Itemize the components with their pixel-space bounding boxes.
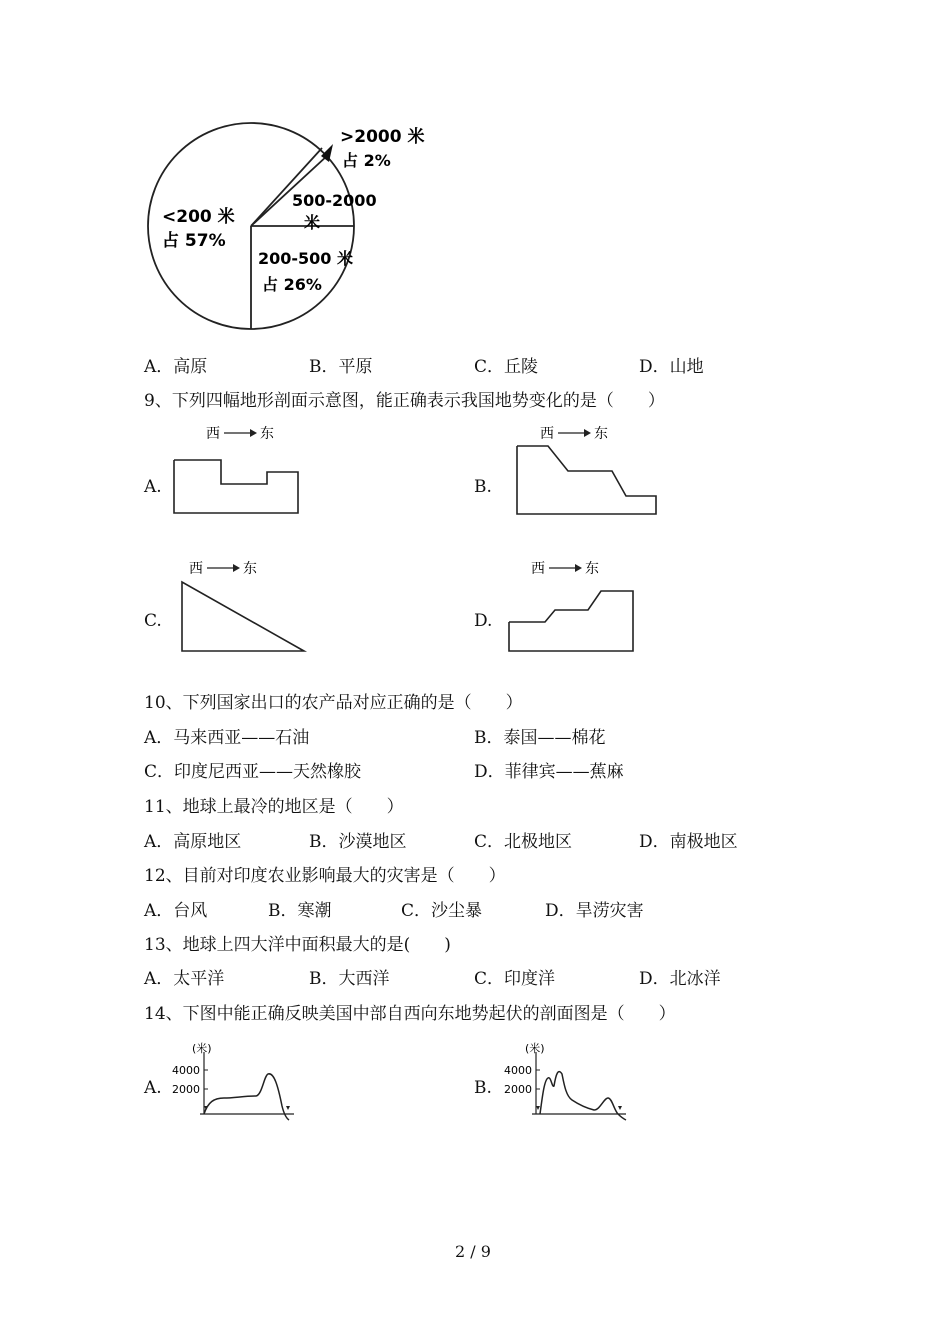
q13-option-d[interactable]: D．北冰洋 [639, 969, 721, 989]
terrain-profile [509, 591, 633, 651]
q14-stem: 14、下图中能正确反映美国中部自西向东地势起伏的剖面图是（ ） [144, 1004, 676, 1024]
q10-stem: 10、下列国家出口的农产品对应正确的是（ ） [144, 693, 523, 713]
q9-profile-c[interactable] [175, 555, 315, 655]
terrain-profile [182, 582, 304, 651]
q9-stem: 9、下列四幅地形剖面示意图，能正确表示我国地势变化的是（ ） [144, 391, 665, 411]
terrain-curve [540, 1072, 626, 1120]
q13-stem: 13、地球上四大洋中面积最大的是( ) [144, 935, 451, 955]
q14-option-a-label[interactable]: A. [144, 1078, 162, 1098]
direction-west: 西 [531, 561, 545, 577]
terrain-curve [204, 1074, 289, 1120]
direction-west: 西 [540, 426, 554, 442]
q11-stem: 11、地球上最冷的地区是（ ） [144, 797, 404, 817]
pie-share-gt2000: 占 2% [342, 151, 391, 170]
tick-2000: 2000 [172, 1083, 200, 1096]
pie-label-200-500: 200-500 米 [258, 249, 354, 268]
pie-label-gt2000: >2000 米 [340, 127, 425, 147]
q11-option-d[interactable]: D．南极地区 [639, 832, 738, 852]
pie-label-500-2000-unit: 米 [304, 213, 321, 232]
direction-east: 东 [594, 426, 608, 442]
direction-east: 东 [260, 426, 274, 442]
pie-share-200-500: 占 26% [262, 275, 322, 294]
q11-option-b[interactable]: B．沙漠地区 [309, 832, 407, 852]
direction-arrow-head [575, 564, 582, 572]
direction-east: 东 [243, 561, 257, 577]
q10-option-a[interactable]: A．马来西亚——石油 [144, 728, 310, 748]
q9-profile-a[interactable] [170, 420, 310, 520]
q12-option-c[interactable]: C．沙尘暴 [401, 901, 483, 921]
unit-label: (米) [525, 1042, 545, 1055]
tick-2000: 2000 [504, 1083, 532, 1096]
q14-profile-a[interactable] [168, 1040, 303, 1125]
q10-option-b[interactable]: B．泰国——棉花 [474, 728, 606, 748]
direction-east: 东 [585, 561, 599, 577]
unit-label: (米) [192, 1042, 212, 1055]
tick-4000: 4000 [172, 1064, 200, 1077]
q13-option-b[interactable]: B．大西洋 [309, 969, 390, 989]
q9-profile-b[interactable] [510, 420, 670, 520]
q14-profile-b[interactable] [500, 1040, 635, 1125]
page-number: 2 / 9 [455, 1242, 491, 1261]
marker-east [618, 1106, 622, 1110]
q10-option-c[interactable]: C．印度尼西亚——天然橡胶 [144, 762, 362, 782]
q13-option-c[interactable]: C．印度洋 [474, 969, 556, 989]
q13-option-a[interactable]: A．太平洋 [144, 969, 225, 989]
q14-option-b-label[interactable]: B. [474, 1078, 492, 1098]
direction-west: 西 [206, 426, 220, 442]
q9-option-a-label[interactable]: A. [144, 477, 162, 497]
q10-option-d[interactable]: D．菲律宾——蕉麻 [474, 762, 624, 782]
direction-arrow-head [233, 564, 240, 572]
q8-option-c[interactable]: C．丘陵 [474, 357, 539, 377]
q9-profile-d[interactable] [505, 555, 645, 655]
elevation-pie-chart [140, 118, 440, 340]
q12-stem: 12、目前对印度农业影响最大的灾害是（ ） [144, 866, 506, 886]
terrain-profile [517, 446, 656, 514]
pie-share-lt200: 占 57% [162, 231, 226, 251]
tick-4000: 4000 [504, 1064, 532, 1077]
marker-east [286, 1106, 290, 1110]
q8-option-a[interactable]: A．高原 [144, 357, 208, 377]
pie-label-lt200: <200 米 [162, 207, 235, 227]
q8-option-d[interactable]: D．山地 [639, 357, 704, 377]
q9-option-b-label[interactable]: B. [474, 477, 492, 497]
direction-arrow-head [584, 429, 591, 437]
q11-option-a[interactable]: A．高原地区 [144, 832, 242, 852]
q11-option-c[interactable]: C．北极地区 [474, 832, 573, 852]
q12-option-a[interactable]: A．台风 [144, 901, 208, 921]
q12-option-b[interactable]: B．寒潮 [268, 901, 332, 921]
q8-option-b[interactable]: B．平原 [309, 357, 373, 377]
q12-option-d[interactable]: D．旱涝灾害 [545, 901, 644, 921]
terrain-profile [174, 460, 298, 513]
q9-option-d-label[interactable]: D. [474, 611, 493, 631]
q9-option-c-label[interactable]: C. [144, 611, 162, 631]
direction-west: 西 [189, 561, 203, 577]
direction-arrow-head [250, 429, 257, 437]
pie-label-500-2000: 500-2000 [292, 191, 377, 210]
